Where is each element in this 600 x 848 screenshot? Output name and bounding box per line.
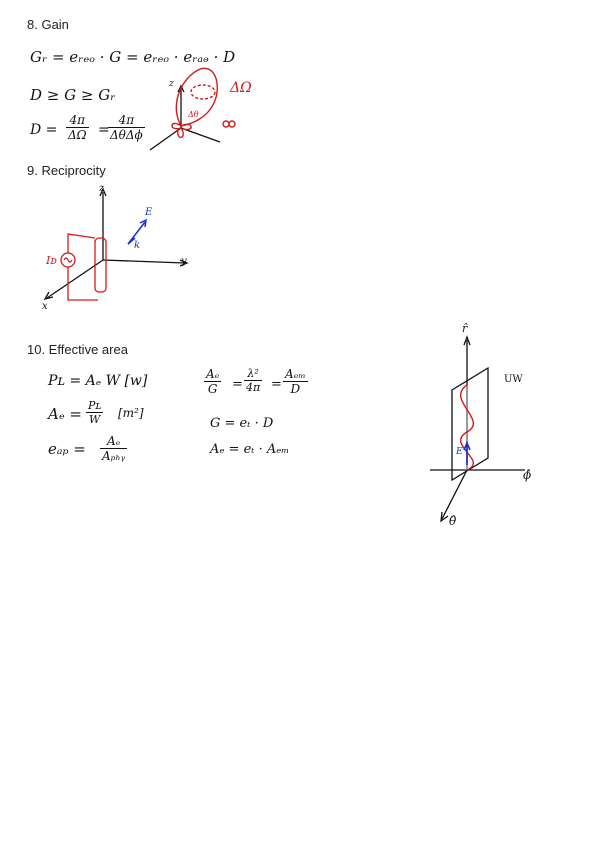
reciprocity-k-label: k [134,240,141,251]
plane-wave-uw-label: UW [504,374,523,385]
gain-equals-sign: = [98,122,110,138]
area-fraction-4c-denominator: D [290,382,301,396]
gain-equation-2: D ≥ G ≥ Gᵣ [30,86,116,104]
area-equals-sign-2: = [271,377,282,392]
area-fraction-2-denominator: W [89,413,101,426]
gain-fraction-2-denominator: ΔθΔϕ [110,128,143,142]
area-fraction-4b-numerator: λ² [244,367,262,381]
area-equation-1: Pʟ = Aₑ W [w] [48,373,148,389]
gain-fraction-1-numerator: 4π [66,113,89,128]
gain-fraction-2-numerator: 4π [108,113,145,128]
section-heading-reciprocity: 9. Reciprocity [27,163,106,178]
area-fraction-4b-denominator: 4π [246,381,261,394]
area-fraction-3-denominator: Aₚₕᵧ [102,449,126,463]
area-equation-2-lhs: Aₑ = [48,405,82,423]
plane-wave-theta-label: θ̂ [449,514,457,528]
reciprocity-e-field-label: E [145,207,153,218]
area-equation-3-lhs: eₐₚ = [48,440,86,458]
area-fraction-4a-denominator: G [207,382,218,396]
area-equation-5: G = eₜ · D [210,416,274,431]
area-equals-sign-1: = [232,377,243,392]
area-fraction-4c-numerator: Aₑₘ [285,367,306,381]
area-fraction-4a-numerator: Aₑ [206,367,220,381]
area-fraction-3-numerator: Aₑ [100,434,127,449]
gain-equation-3-lhs: D = [30,122,58,138]
area-equation-2-unit: [m²] [118,406,144,420]
area-equation-6: Aₑ = eₜ · Aₑₘ [210,442,290,457]
reciprocity-z-label: z [99,183,105,194]
plane-wave-phi-label: ϕ̂ [523,468,532,482]
gain-fraction-1-denominator: ΔΩ [68,128,87,142]
reciprocity-current-label: Iᴅ [46,254,57,267]
plane-wave-r-label: r̂ [462,322,468,335]
pattern-axis-label: z [169,79,174,89]
reciprocity-y-label: y [181,256,187,267]
section-heading-gain: 8. Gain [27,17,69,32]
plane-wave-e-label: E [456,447,463,457]
section-heading-effective-area: 10. Effective area [27,342,128,357]
reciprocity-x-label: x [42,301,48,312]
pattern-solid-angle-label: ΔΩ [230,80,252,96]
pattern-theta-label: Δθ [188,110,199,119]
gain-equation-1: Gᵣ = eᵣₑₒ · G = eᵣₑₒ · eᵣₐₔ · D [30,48,236,66]
area-fraction-2-numerator: Pʟ [88,399,102,412]
